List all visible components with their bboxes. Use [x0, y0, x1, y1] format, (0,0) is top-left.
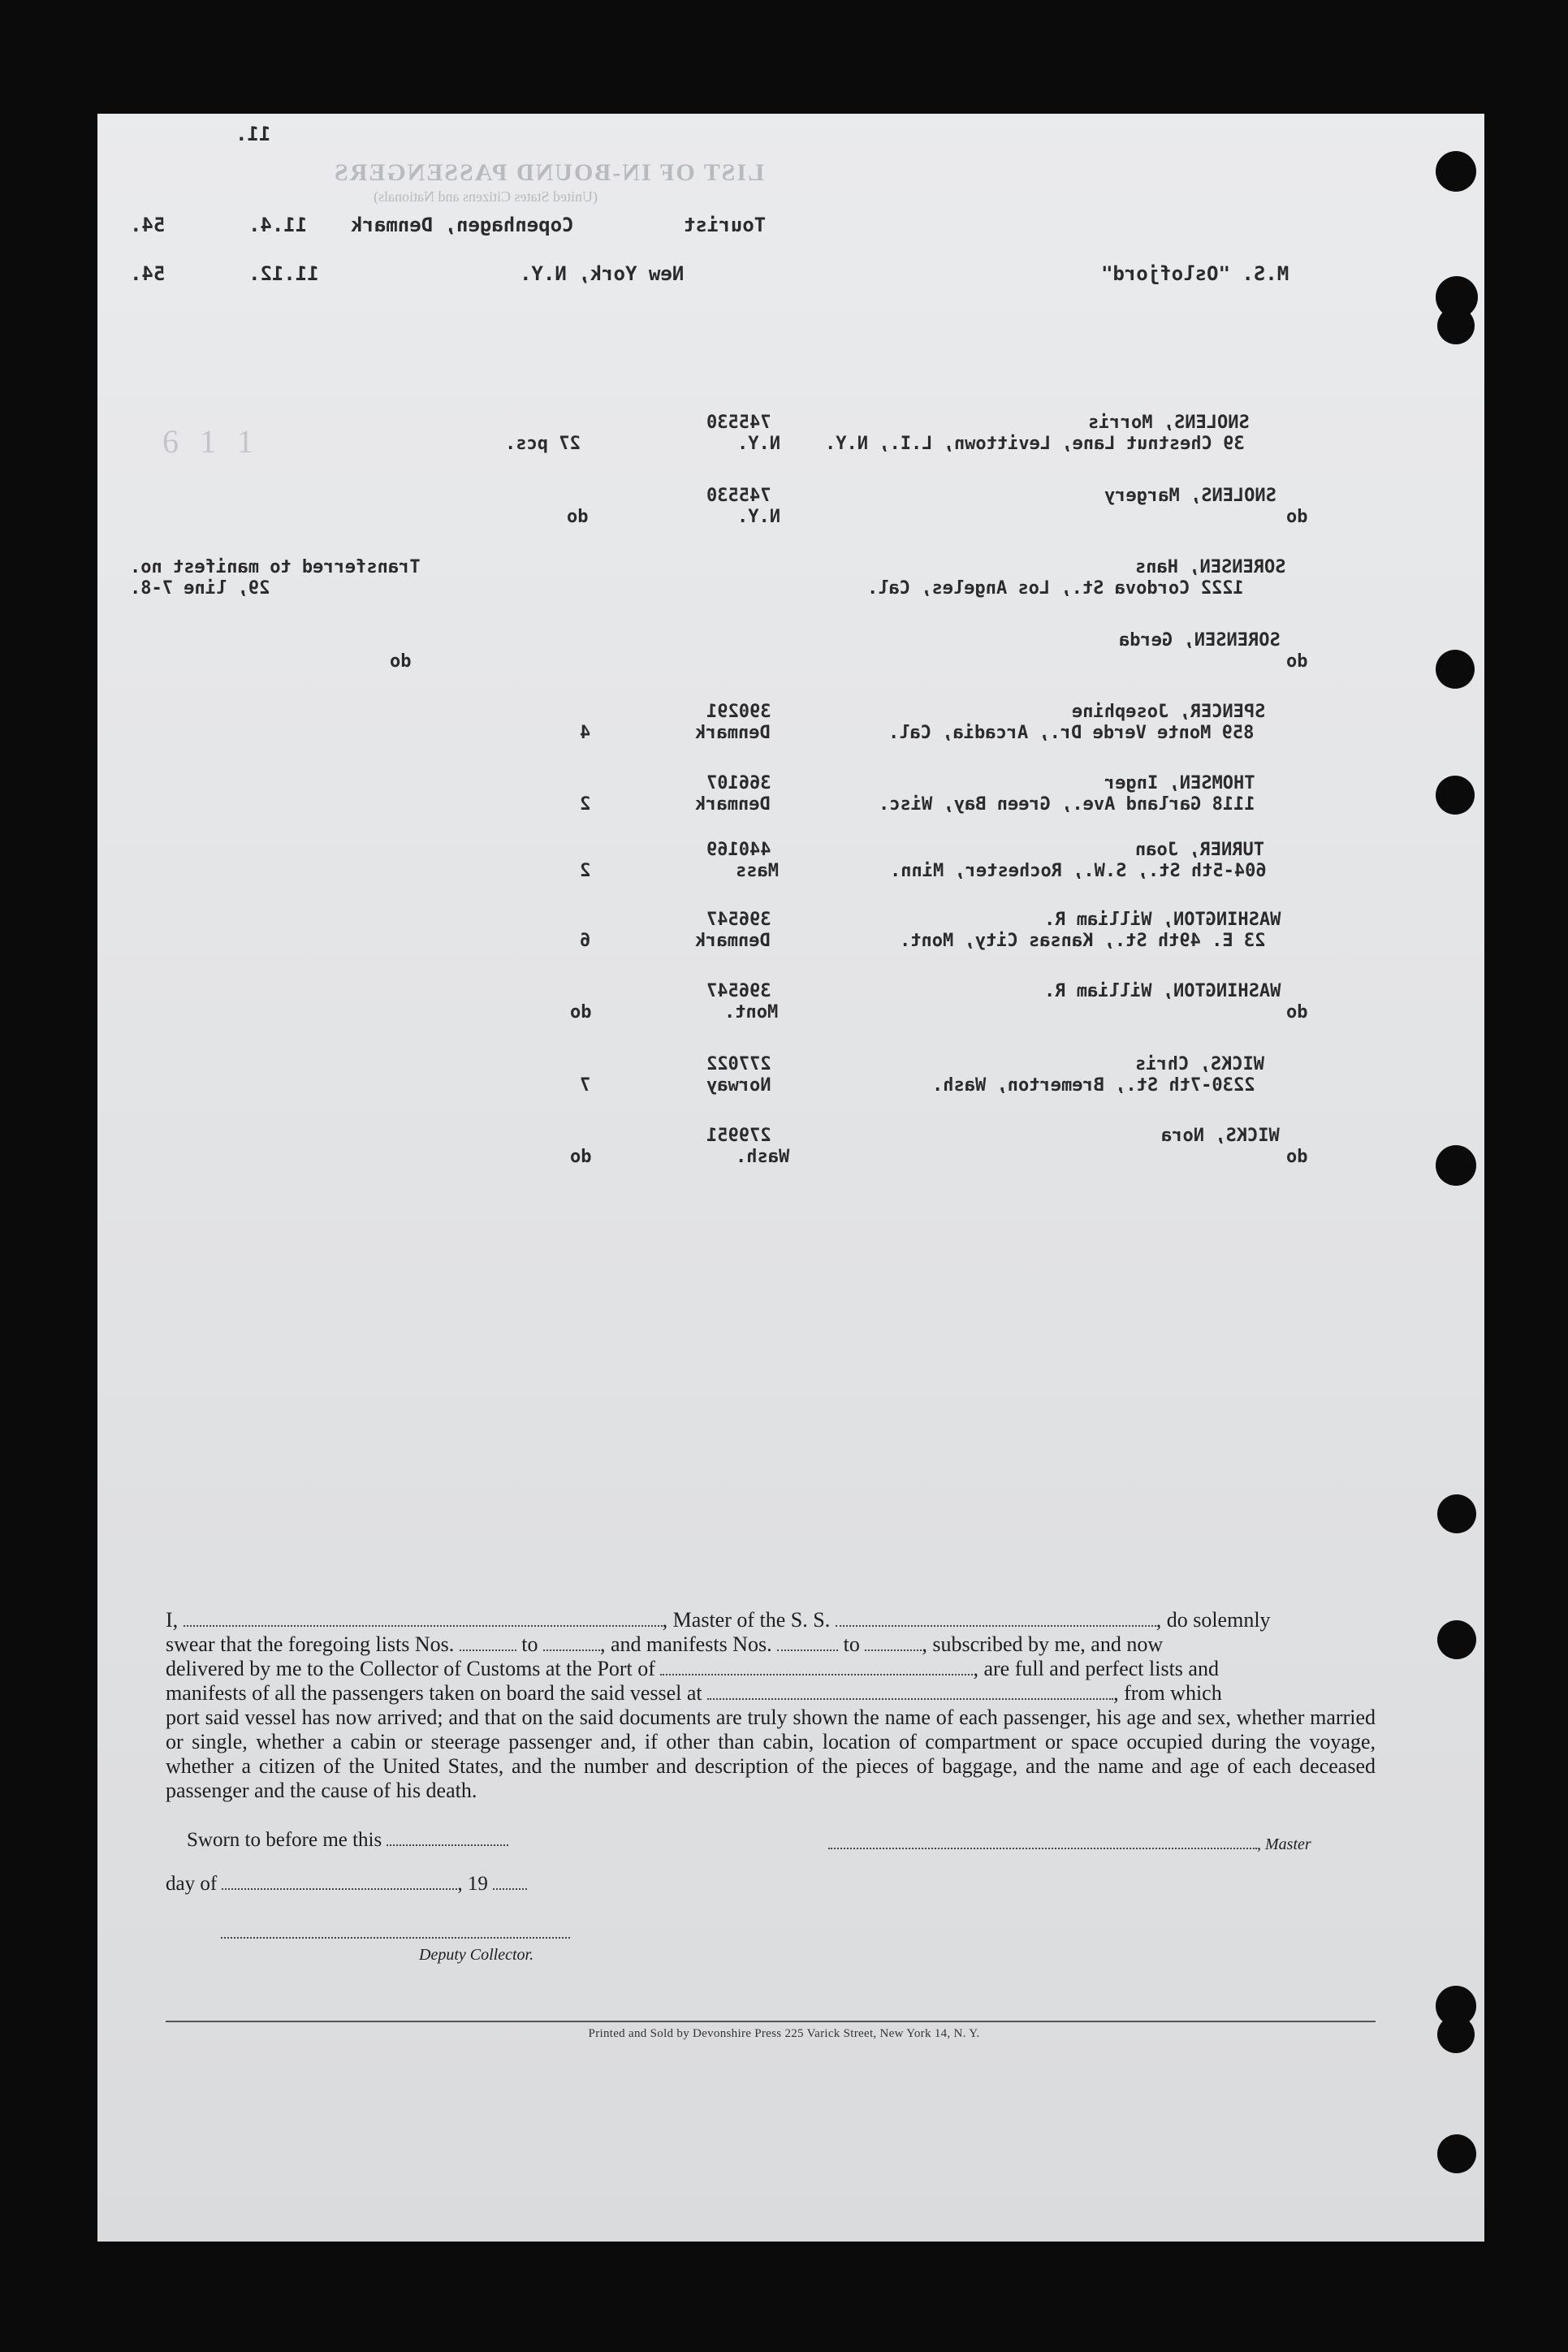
passenger-address: do [1286, 507, 1308, 527]
oath-to2: to [843, 1632, 860, 1656]
passenger-place: Mass [736, 861, 779, 881]
passenger-name: WASHINGTON, William R. [1044, 981, 1281, 1001]
sheet-number: 11. [235, 123, 271, 145]
from-year: 54. [130, 214, 166, 236]
footer-rule [166, 2021, 1376, 2022]
passenger-col: do [567, 507, 589, 527]
passenger-cert: 440169 [706, 840, 771, 860]
manifest-to-blank [865, 1649, 922, 1651]
vessel-name: M.S. "Oslofjord" [1101, 262, 1289, 285]
passenger-address: 39 Chestnut Lane, Levittown, L.I., N.Y. [825, 434, 1245, 454]
passenger-name: SNOLENS, Morris [1088, 413, 1250, 433]
passenger-cert: 396547 [706, 981, 771, 1001]
passenger-name: THOMSEN, Inger [1104, 773, 1255, 793]
passenger-cert: 745530 [706, 486, 771, 506]
day-of-line [166, 1873, 527, 1896]
arrival-year: 54. [130, 262, 166, 285]
passenger-name: WASHINGTON, William R. [1044, 910, 1281, 930]
arrival-date: 11.12. [248, 262, 319, 285]
class: Tourist [684, 214, 767, 236]
passenger-cert: 745530 [706, 413, 771, 433]
printer-imprint: Printed and Sold by Devonshire Press 225 Varick Street, New York 14, N. Y. [588, 2027, 980, 2040]
passenger-place: Denmark [695, 931, 771, 951]
passenger-address: do [1286, 1147, 1308, 1167]
manifest-from-blank [777, 1649, 838, 1651]
list-subtitle: (United States Citizens and Nationals) [374, 188, 598, 205]
master-label: , Master [1257, 1835, 1311, 1853]
passenger-cert: 390291 [706, 702, 771, 722]
passenger-col: do [570, 1147, 592, 1167]
year-blank [493, 1888, 527, 1890]
passenger-cert: 366107 [706, 773, 771, 793]
punch-hole [1437, 1620, 1476, 1659]
oath-lead: I, [166, 1608, 179, 1632]
from-port: Copenhagen, Denmark [351, 214, 574, 236]
year-label: , 19 [457, 1873, 488, 1895]
passenger-address: 23 E. 49th St., Kansas City, Mont. [900, 931, 1266, 951]
passenger-address: do [1286, 1002, 1308, 1023]
punch-hole [1437, 1494, 1476, 1533]
sworn-label: Sworn to before me this [187, 1829, 382, 1851]
passenger-place: N.Y. [737, 507, 780, 527]
passenger-place: Wash. [736, 1147, 790, 1167]
passenger-name: SORENSEN, Gerda [1119, 630, 1281, 651]
master-name-blank [184, 1625, 663, 1627]
from-date: 11.4. [248, 214, 308, 236]
oath-body: port said vessel has now arrived; and that on the said documents are truly shown the name of each passenger, his age and sex, whether married or single, whether a cabin or steerage passenger and, if other than cabin, location of compartment or space occupied during the voyage, whether a citizen of the United States, and the number and description of the pieces of baggage, and the name and age of each deceased passenger and the cause of his death. [166, 1706, 1376, 1802]
punch-hole [1436, 776, 1475, 815]
punch-hole [1437, 307, 1475, 344]
passenger-name: SORENSEN, Hans [1135, 557, 1286, 577]
passenger-place: Mont. [724, 1002, 779, 1023]
passenger-cert: 277022 [706, 1054, 771, 1074]
punch-hole [1436, 650, 1475, 689]
passenger-col: do [570, 1002, 592, 1023]
passenger-remark: do [390, 651, 412, 672]
deputy-signature-blank [221, 1937, 570, 1939]
passenger-cert: 396547 [706, 910, 771, 930]
oath-master-of: , Master of the S. S. [662, 1608, 831, 1632]
port-blank [660, 1674, 973, 1675]
passenger-cert: 279951 [706, 1126, 771, 1146]
ship-name-blank [836, 1625, 1156, 1627]
passenger-col: 4 [580, 723, 591, 743]
list-title: LIST OF IN-BOUND PASSENGERS [333, 159, 765, 186]
passenger-address: 1118 Garland Ave., Green Bay, Wisc. [879, 794, 1255, 815]
day-of-blank [222, 1888, 457, 1890]
oath-line4a: manifests of all the passengers taken on board the said vessel at [166, 1681, 702, 1705]
passenger-place: Denmark [695, 794, 771, 815]
passenger-name: TURNER, Joan [1135, 840, 1264, 860]
oath-line4b: , from which [1113, 1681, 1222, 1705]
oath-line3a: delivered by me to the Collector of Customs at the Port of [166, 1657, 655, 1680]
departure-port-blank [707, 1698, 1113, 1700]
deputy-line [221, 1922, 570, 1944]
passenger-name: WICKS, Chris [1135, 1054, 1264, 1074]
oath-line2a: swear that the foregoing lists Nos. [166, 1632, 455, 1656]
passenger-col: 6 [580, 931, 591, 951]
passenger-place: Norway [706, 1075, 771, 1096]
oath-line2b: , and manifests Nos. [600, 1632, 772, 1656]
deputy-collector-label: Deputy Collector. [419, 1946, 534, 1964]
master-oath [166, 1608, 1376, 1803]
arrival-port: New York, N.Y. [520, 262, 685, 285]
oath-line3b: , are full and perfect lists and [973, 1657, 1219, 1680]
day-of-label: day of [166, 1873, 218, 1895]
passenger-name: SPENCER, Josephine [1072, 702, 1266, 722]
passenger-name: SNOLENS, Margery [1104, 486, 1276, 506]
deputy-label [419, 1943, 533, 1965]
passenger-col: 2 [580, 861, 591, 881]
list-from-blank [460, 1649, 516, 1651]
passenger-remark: Transferred to manifest no. 29, line 7-8. [130, 557, 421, 599]
punch-hole [1436, 1145, 1476, 1186]
sworn-day-blank [387, 1844, 508, 1846]
passenger-address: 1222 Cordova St., Los Angeles, Cal. [867, 578, 1244, 599]
stamp-number: 6 1 1 [162, 423, 260, 460]
passenger-address: 2230-7th St., Bremerton, Wash. [932, 1075, 1255, 1096]
master-signature-line [828, 1832, 1311, 1855]
sworn-line [187, 1829, 508, 1852]
master-signature-blank [828, 1848, 1257, 1849]
passenger-address: 859 Monte Verde Dr., Arcadia, Cal. [888, 723, 1255, 743]
oath-to1: to [521, 1632, 538, 1656]
punch-hole [1436, 151, 1476, 192]
passenger-col: 2 [580, 794, 591, 815]
passenger-col: 7 [580, 1075, 591, 1096]
passenger-col: 27 pcs. [505, 434, 581, 454]
list-to-blank [543, 1649, 600, 1651]
passenger-address: 604-5th St., S.W., Rochester, Minn. [890, 861, 1267, 881]
passenger-place: Denmark [695, 723, 771, 743]
oath-solemnly: , do solemnly [1155, 1608, 1271, 1632]
punch-hole [1437, 2134, 1476, 2173]
passenger-address: do [1286, 651, 1308, 672]
passenger-place: N.Y. [737, 434, 780, 454]
oath-line2c: , subscribed by me, and now [922, 1632, 1164, 1656]
passenger-name: WICKS, Nora [1161, 1126, 1280, 1146]
